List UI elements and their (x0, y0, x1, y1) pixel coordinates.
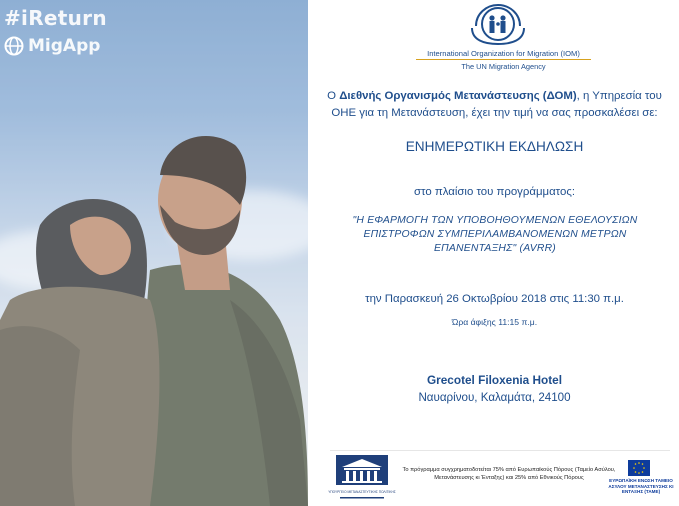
intro-org-name: Διεθνής Οργανισμός Μετανάστευσης (ΔΟΜ) (339, 90, 577, 102)
venue-address: Ναυαρίνου, Καλαμάτα, 24100 (418, 391, 571, 404)
org-tagline: The UN Migration Agency (461, 62, 546, 71)
eu-flag-icon (628, 460, 650, 476)
org-name: International Organization for Migration (IOM) (427, 49, 580, 58)
brand-app-logo (4, 36, 100, 56)
event-title: ΕΝΗΜΕΡΩΤΙΚΗ ΕΚΔΗΛΩΣΗ (405, 139, 584, 154)
header-divider (416, 59, 591, 60)
intro-text: Ο Διεθνής Οργανισμός Μετανάστευσης (ΔΟΜ), η Υπηρεσία του ΟΗΕ για τη Μετανάστευση, έχει την τιμή να σας προσκαλέσει σε: (327, 90, 662, 119)
eu-fund-label: ΕΥΡΩΠΑΪΚΗ ΕΝΩΣΗ ΤΑΜΕΙΟ ΑΣΥΛΟΥ ΜΕΤΑΝΑΣΤΕΥΣΗΣ ΚΙ ΕΝΤΑΞΗΣ (ΤΑΜΕ) (608, 478, 674, 495)
brand-title: #iReturn (4, 6, 107, 30)
cofunding-statement: Το πρόγραμμα συγχρηματοδοτείται 75% από Ευρωπαϊκούς Πόρους (Ταμείο Ασύλου, Μετανάστευσης κι Ένταξης) και 25% από Εθνικούς Πόρους (402, 467, 616, 481)
framework-text: στο πλαίσιο του προγράμματος: (414, 186, 575, 198)
brand-app-name: MigApp (28, 36, 101, 56)
globe-icon (4, 36, 24, 56)
embracing-people-illustration (0, 0, 308, 506)
event-date-time: την Παρασκευή 26 Οκτωβρίου 2018 στις 11:30 π.μ. (365, 293, 624, 305)
arrival-time: Ώρα άφιξης 11:15 π.μ. (451, 317, 538, 327)
program-title: "Η ΕΦΑΡΜΟΓΗ ΤΩΝ ΥΠΟΒΟΗΘΟΥΜΕΝΩΝ ΕΘΕΛΟΥΣΙΩΝ ΕΠΙΣΤΡΟΦΩΝ ΣΥΜΠΕΡΙΛΑΜΒΑΝΟΜΕΝΩΝ ΜΕΤΡΩΝ ΕΠΑΝΕΝΤΑΞΗΣ" (AVRR) (352, 215, 638, 254)
hero-photo (0, 0, 308, 506)
venue-name: Grecotel Filoxenia Hotel (426, 373, 563, 387)
ministry-logo (328, 453, 396, 503)
iom-logo-icon (470, 2, 526, 46)
footer-divider (330, 450, 670, 451)
ministry-name: ΥΠΟΥΡΓΕΙΟ ΜΕΤΑΝΑΣΤΕΥΤΙΚΗΣ ΠΟΛΙΤΙΚΗΣ (328, 490, 396, 494)
